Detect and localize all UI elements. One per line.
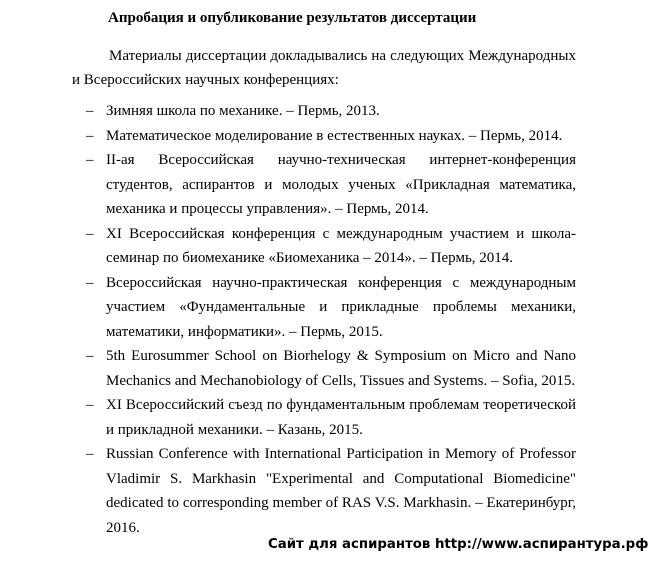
- dash-bullet: –: [86, 152, 94, 168]
- list-item-text: XI Всероссийский съезд по фундаментальным проблемам теоретической и прикладной механики. – Казань, 2015.: [106, 397, 576, 438]
- site-footer-link[interactable]: Сайт для аспирантов http://www.аспирантура.рф: [268, 537, 648, 552]
- dash-bullet: –: [86, 225, 94, 242]
- list-item: [0, 99, 576, 124]
- list-item-text: Russian Conference with International Participation in Memory of Professor Vladimir S. Markhasin "Experimental and Computational Biomedicine" dedicated to corresponding member of RAS V.S. Markhasin. – Екатеринбург, 2016.: [106, 446, 576, 536]
- list-item-text: 5th Eurosummer School on Biorhelogy & Symposium on Micro and Nano Mechanics and Mechanobiology of Cells, Tissues and Systems. – Sofia, 2015.: [106, 348, 576, 389]
- dash-bullet: –: [86, 348, 94, 364]
- section-heading: Апробация и опубликование результатов диссертации: [108, 10, 477, 26]
- list-item: [0, 148, 576, 222]
- list-item: [0, 393, 576, 442]
- list-item: [0, 222, 576, 271]
- list-item: [0, 344, 576, 393]
- dash-bullet: –: [86, 103, 94, 119]
- dash-bullet: –: [86, 397, 94, 413]
- list-item-text: Математическое моделирование в естественных науках. – Пермь, 2014.: [106, 127, 563, 144]
- list-item-text: II-ая Всероссийская научно-техническая интернет-конференция студентов, аспирантов и молодых ученых «Прикладная математика, механика и процессы управления». – Пермь, 2014.: [106, 152, 576, 217]
- list-item-text: Зимняя школа по механике. – Пермь, 2013.: [106, 103, 380, 119]
- conference-list: [0, 99, 600, 540]
- list-item: [0, 442, 576, 540]
- dash-bullet: –: [86, 274, 94, 291]
- list-item: [0, 124, 576, 149]
- dash-bullet: –: [86, 446, 94, 462]
- list-item-text: XI Всероссийская конференция с международным участием и школа-семинар по биомеханике «Биомеханика – 2014». – Пермь, 2014.: [106, 225, 576, 266]
- list-item-text: Всероссийская научно-практическая конференция с международным участием «Фундаментальные и прикладные проблемы механики, математики, информатики». – Пермь, 2015.: [106, 274, 576, 340]
- list-item: [0, 271, 576, 345]
- dash-bullet: –: [86, 127, 94, 144]
- intro-paragraph: Материалы диссертации докладывались на следующих Международных и Всероссийских научных конференциях:: [72, 48, 576, 88]
